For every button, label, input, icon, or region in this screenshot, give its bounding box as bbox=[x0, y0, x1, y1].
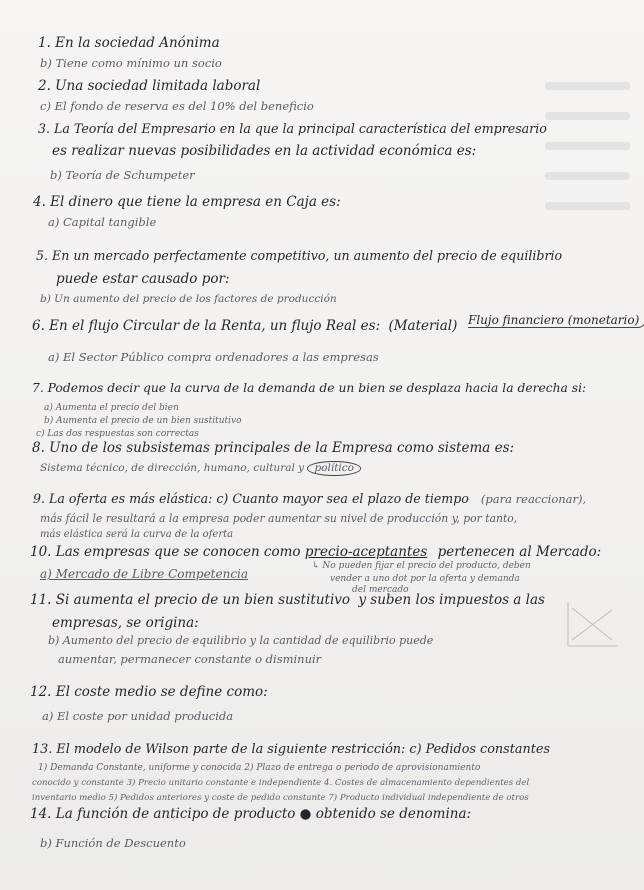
question-6-option-material: (Material) bbox=[388, 318, 458, 334]
question-10 bbox=[30, 546, 601, 560]
answer-9-line-2: más elástica será la curva de la oferta bbox=[40, 529, 234, 540]
note-10-line-1: ↳ No pueden fijar el precio del producto, deben bbox=[312, 561, 531, 571]
answer-2: c) El fondo de reserva es del 10% del beneficio bbox=[40, 99, 314, 113]
answer-6: a) El Sector Público compra ordenadores a las empresas bbox=[48, 350, 379, 364]
answer-3: b) Teoría de Schumpeter bbox=[50, 168, 195, 182]
note-10-line-2: vender a uno dot por la oferta y demanda bbox=[330, 574, 520, 584]
note-13-line-2: conocido y constante 3) Precio unitario constante e independiente 4. Costes de almacenamiento dependientes del bbox=[32, 778, 530, 788]
question-12: 12. El coste medio se define como: bbox=[30, 684, 268, 700]
answer-10-text: a) Mercado de Libre Competencia bbox=[40, 567, 249, 581]
bleed-through-text bbox=[535, 60, 630, 240]
question-10-text: 10. Las empresas que se conocen como bbox=[30, 544, 301, 560]
question-4: 4. El dinero que tiene la empresa en Caja es: bbox=[33, 194, 341, 210]
question-2: 2. Una sociedad limitada laboral bbox=[38, 78, 261, 94]
question-11-text-b: y suben los impuestos a las bbox=[358, 592, 545, 608]
answer-7b: b) Aumenta el precio de un bien sustitutivo bbox=[44, 416, 242, 426]
question-10-end: pertenecen al Mercado: bbox=[437, 544, 602, 560]
question-9-paren: (para reaccionar), bbox=[480, 492, 587, 506]
question-14: 14. La función de anticipo de producto ● obtenido se denomina: bbox=[30, 806, 472, 822]
question-5-line-1: 5. En un mercado perfectamente competitivo, un aumento del precio de equilibrio bbox=[36, 248, 563, 263]
answer-1: b) Tiene como mínimo un socio bbox=[40, 56, 222, 70]
answer-8-text: Sistema técnico, de dirección, humano, cultural y bbox=[40, 462, 305, 474]
question-11-line-2: empresas, se origina: bbox=[52, 615, 199, 631]
question-3-line-1: 3. La Teoría del Empresario en la que la principal característica del empresario bbox=[38, 121, 547, 136]
question-7: 7. Podemos decir que la curva de la demanda de un bien se desplaza hacia la derecha si: bbox=[32, 381, 587, 395]
answer-4: a) Capital tangible bbox=[48, 215, 157, 229]
question-13: 13. El modelo de Wilson parte de la siguiente restricción: c) Pedidos constantes bbox=[32, 742, 551, 757]
question-10-underlined: precio-aceptantes bbox=[304, 544, 428, 560]
question-9 bbox=[33, 493, 586, 506]
note-13-line-1: 1) Demanda Constante, uniforme y conocida 2) Plazo de entrega o periodo de aprovisionamiento bbox=[38, 763, 481, 773]
financial-flow-box: Flujo financiero (monetario) bbox=[468, 314, 644, 328]
question-6 bbox=[32, 320, 457, 334]
question-9-text: 9. La oferta es más elástica: c) Cuanto mayor sea el plazo de tiempo bbox=[33, 491, 469, 506]
answer-8 bbox=[40, 461, 361, 476]
question-6-option-financial bbox=[468, 314, 644, 328]
question-1: 1. En la sociedad Anónima bbox=[38, 35, 220, 51]
answer-7c: c) Las dos respuestas son correctas bbox=[36, 429, 199, 439]
question-5-line-2: puede estar causado por: bbox=[56, 271, 230, 287]
answer-9-line-1: más fácil le resultará a la empresa poder aumentar su nivel de producción y, por tanto, bbox=[40, 512, 518, 525]
answer-10 bbox=[40, 568, 248, 580]
supply-demand-sketch bbox=[560, 600, 620, 650]
answer-7a: a) Aumenta el precio del bien bbox=[44, 403, 179, 413]
question-6-text: 6. En el flujo Circular de la Renta, un flujo Real es: bbox=[32, 318, 381, 334]
question-3-line-2: es realizar nuevas posibilidades en la actividad económica es: bbox=[52, 143, 477, 159]
question-11-text: 11. Si aumenta el precio de un bien sustitutivo bbox=[30, 592, 351, 608]
answer-11-line-2: aumentar, permanecer constante o disminuir bbox=[58, 652, 322, 666]
note-13-line-3: inventario medio 5) Pedidos anteriores y coste de pedido constante 7) Producto individual independiente de otros bbox=[32, 793, 529, 803]
answer-14: b) Función de Descuento bbox=[40, 836, 186, 850]
question-8: 8. Uno de los subsistemas principales de la Empresa como sistema es: bbox=[32, 440, 515, 456]
question-11-line-1 bbox=[30, 594, 545, 608]
answer-8-circled: político bbox=[307, 461, 361, 476]
answer-12: a) El coste por unidad producida bbox=[42, 709, 234, 723]
answer-11-line-1: b) Aumento del precio de equilibrio y la cantidad de equilibrio puede bbox=[48, 634, 434, 647]
note-10-line-3: del mercado bbox=[352, 585, 409, 595]
answer-5: b) Un aumento del precio de los factores de producción bbox=[40, 293, 337, 305]
